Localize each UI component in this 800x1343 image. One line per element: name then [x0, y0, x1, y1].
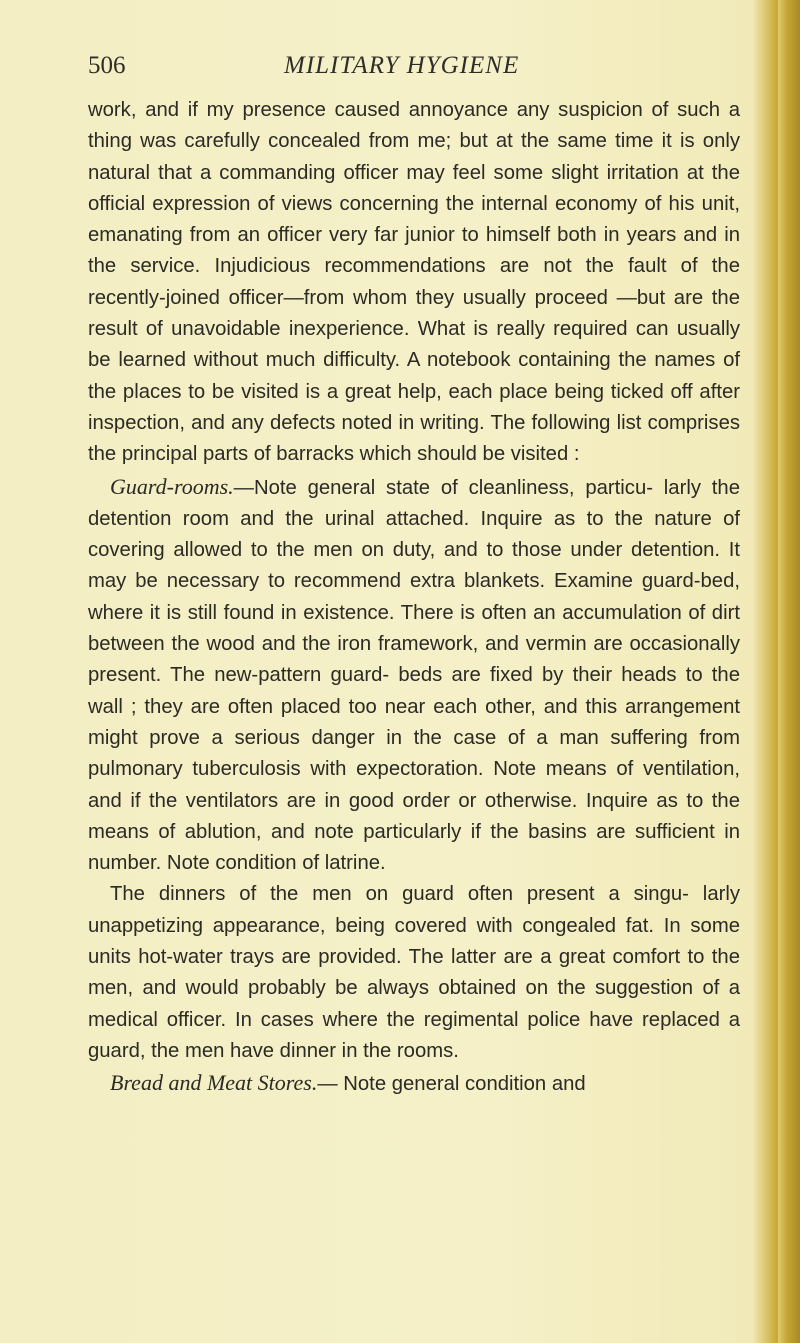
paragraph-text: work, and if my presence caused annoyance any suspicion of such a thing was carefully concealed from me; but at the same time it is only natural that a commanding officer may feel some slight irritation at the official expression of views concerning the internal economy of his unit, emanating from an officer very far junior to himself both in years and in the service. Injudicious recommendations are not the fault of the recently-joined officer—from whom they usually proceed —but are the result of unavoidable inexperience. What is really required can usually be learned without much difficulty. A notebook containing the names of the places to be visited is a great help, each place being ticked off after inspection, and any defects noted in writing. The following list comprises the principal parts of barracks which should be visited : — [88, 99, 740, 466]
paragraph — [88, 879, 740, 1067]
page-number: 506 — [88, 52, 126, 79]
section-lead: Guard-rooms. — [110, 473, 234, 499]
section-lead: Bread and Meat Stores. — [110, 1070, 318, 1096]
page-edge — [778, 0, 800, 1343]
paragraph-text: — Note general condition and — [317, 1073, 586, 1096]
running-head: MILITARY HYGIENE — [284, 52, 520, 79]
paragraph — [88, 95, 740, 471]
paragraph-text: The dinners of the men on guard often present a singu- larly unappetizing appearance, being covered with congealed fat. In some units hot-water trays are provided. The latter are a great comfort to the men, and would probably be always obtained on the suggestion of a medical officer. In cases where the regimental police have replaced a guard, the men have dinner in the rooms. — [88, 883, 740, 1062]
paragraph-bread-and-meat-stores — [88, 1067, 740, 1100]
paragraph-text: —Note general state of cleanliness, particu- larly the detention room and the urinal attached. Inquire as to the nature of covering allowed to the men on duty, and to those under detention. It may be necessary to recommend extra blankets. Examine guard-bed, where it is still found in existence. There is often an accumulation of dirt between the wood and the iron framework, and vermin are occasionally present. The new-pattern guard- beds are fixed by their heads to the wall ; they are often placed too near each other, and this arrangement might prove a serious danger in the case of a man suffering from pulmonary tuberculosis with expectoration. Note means of ventilation, and if the ventilators are in good order or otherwise. Inquire as to the means of ablution, and note particularly if the basins are sufficient in number. Note condition of latrine. — [88, 476, 740, 875]
paragraph-guard-rooms — [88, 471, 740, 880]
body-text — [88, 95, 740, 1101]
page-header — [88, 52, 738, 92]
